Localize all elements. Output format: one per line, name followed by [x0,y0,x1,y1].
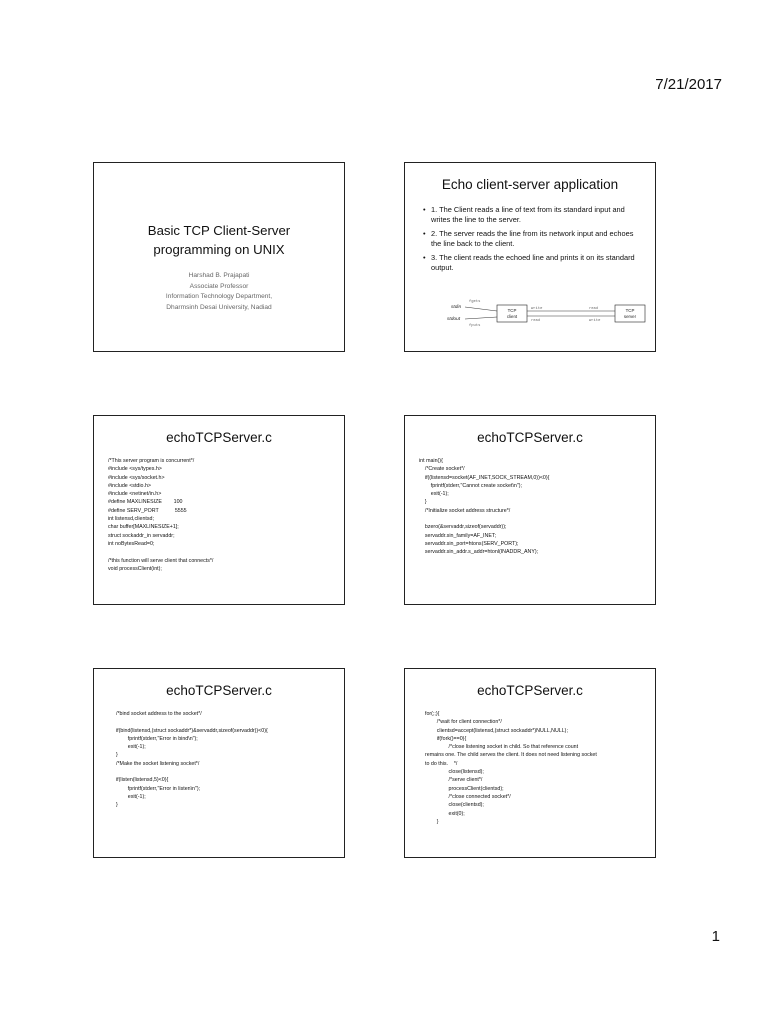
diagram-write-label-right: write [589,319,601,323]
slide-server-accept-loop [404,668,656,858]
diagram-client-line1: TCP [507,308,517,313]
slide-server-includes [93,415,345,605]
slide-heading: echoTCPServer.c [477,683,583,698]
diagram-server-line2: server [623,314,637,319]
diagram-arrow-stdout [465,317,497,319]
author-position: Associate Professor [189,282,249,290]
diagram-read-label-right: read [589,307,599,311]
code-block: /*bind socket address to the socket*/ if(bind(listensd,(struct sockaddr*)&servaddr,sizeof(servaddr))<0){ fprintf(stderr,"Error in bind\n"); exit(-1); } /*Make the socket listening socket*/ if(listen(listensd,5)<0){ fprintf(stderr,"Error in listen\n"); exit(-1); } [116,711,268,809]
client-server-diagram [445,297,655,329]
bullet-list [405,205,655,273]
code-block: int main(){ /*Create socket*/ if((listensd=socket(AF_INET,SOCK_STREAM,0))<0){ fprintf(stderr,"Cannot create socket\n"); exit(-1); } /*Initialize socket address structure*/ bzero(&servaddr,sizeof(servaddr)); servaddr.sin_family=AF_INET; servaddr.sin_port=htons(SERV_PORT); servaddr.sin_addr.s_addr=htonl(INADDR_ANY); [419,458,550,556]
author-name: Harshad B. Prajapati [188,272,250,279]
diagram-stdout-label: stdout [447,317,461,322]
slide-heading: echoTCPServer.c [166,683,272,698]
diagram-fgets-label: fgets [469,300,481,304]
diagram-write-label-left: write [531,307,543,311]
diagram-server-line1: TCP [625,308,635,313]
slide-server-main [404,415,656,605]
bullet-item: • 3. The client reads the echoed line and prints it on its standard output. [423,253,643,274]
author-department: Information Technology Department, [165,293,273,300]
author-university: Dharmsinh Desai University, Nadiad [166,303,272,311]
code-block: /*This server program is concurrent*/ #include <sys/types.h> #include <sys/socket.h> #include <stdio.h> #include <netinet/in.h> #define MAXLINESIZE 100 #define SERV_PORT 5555 int listensd,clientsd; char buffer[MAXLINESIZE+1]; struct sockaddr_in servaddr; int noBytesRead=0; /*this function will serve client that connects*/ void processClient(int); [108,458,214,572]
slide-heading: echoTCPServer.c [477,430,583,445]
slide-heading: echoTCPServer.c [166,430,272,445]
slide-server-bind-listen [93,668,345,858]
title-line: Basic TCP Client-Server [147,223,291,238]
slide-heading: Echo client-server application [441,177,619,192]
diagram-read-label-left: read [531,319,541,323]
page-number: 1 [711,928,720,945]
slide-echo-application [404,162,656,352]
diagram-fputs-label: fputs [469,324,481,328]
title-line: programming on UNIX [153,242,285,257]
diagram-arrow-stdin [465,307,497,311]
author-block [94,271,344,313]
diagram-client-line2: client [506,314,518,319]
code-block: for(;;){ /*wait for client connection*/ clientsd=accept(listensd,(struct sockaddr*)NULL,NULL); if(fork()==0){ /*close listening socket in child. So that reference count remains one. The child serves the client. It does not need listening socket to do this. */ close(listensd); /*serve client*/ processClient(clientsd); /*close connected socket*/ close(clientsd); exit(0); } [425,711,597,825]
bullet-item: • 2. The server reads the line from its network input and echoes the line back to the client. [423,229,643,250]
slide-title-heading [94,221,344,259]
bullet-item: • 1. The Client reads a line of text from its standard input and writes the line to the server. [423,205,643,226]
page-date: 7/21/2017 [655,76,722,93]
slide-title [93,162,345,352]
diagram-stdin-label: stdin [451,305,462,310]
